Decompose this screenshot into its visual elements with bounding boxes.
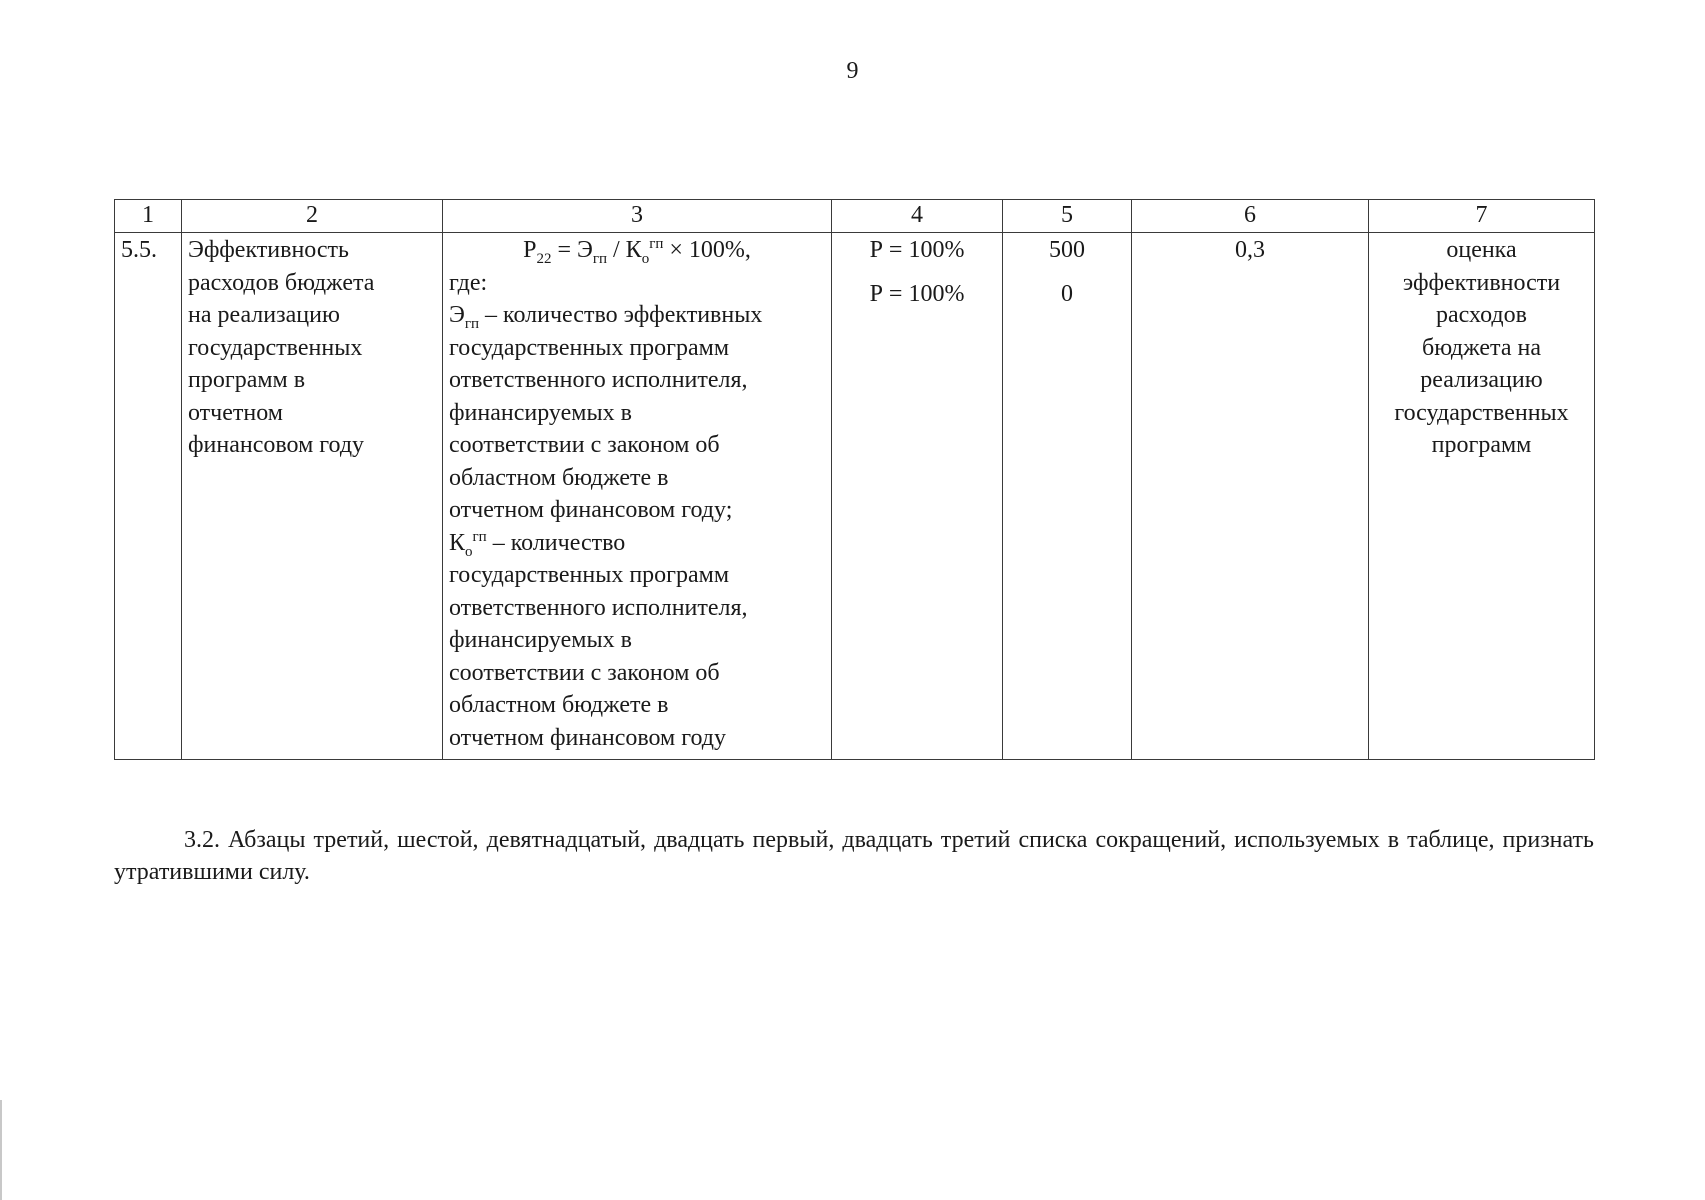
header-cell-7: 7 — [1369, 200, 1595, 233]
header-cell-1: 1 — [115, 200, 182, 233]
indicator-line: Эффективность — [188, 237, 349, 263]
formula-k-superscript: гп — [649, 236, 664, 252]
header-cell-3: 3 — [443, 200, 832, 233]
row-number-cell — [115, 233, 182, 760]
e-description-line: отчетном финансовом году; — [449, 497, 733, 523]
e-description-line: областном бюджете в — [449, 464, 669, 491]
table-row — [115, 233, 1595, 760]
e-description-line: ответственного исполнителя, — [449, 367, 748, 393]
score-cell — [1003, 233, 1132, 760]
header-cell-5: 5 — [1003, 200, 1132, 233]
page-number: 9 — [846, 58, 859, 84]
indicator-line: на реализацию — [188, 302, 340, 328]
e-definition-text: – количество эффективных — [479, 302, 763, 328]
k-symbol: К — [449, 529, 466, 556]
k-description-line: областном бюджете в — [449, 692, 669, 718]
amendment-paragraph: 3.2. Абзацы третий, шестой, девятнадцатый, двадцать первый, двадцать третий списка сокращений, используемых в таблице, признать утратившими силу. — [114, 827, 1594, 885]
formula-p-subscript: 22 — [536, 250, 552, 267]
formula-where: где: — [449, 269, 488, 296]
scan-edge-mark — [0, 1100, 2, 1200]
criterion-line: программ — [1431, 432, 1532, 458]
formula-tail: × 100%, — [663, 237, 751, 263]
criterion-line: расходов — [1436, 302, 1527, 328]
indicator-line: финансовом году — [188, 432, 365, 458]
score-value: 0 — [1061, 280, 1073, 307]
k-description-line: ответственного исполнителя, — [449, 594, 748, 621]
e-description-line: государственных программ — [449, 334, 730, 361]
formula-eq: = Э — [551, 237, 593, 263]
formula-cell — [443, 233, 832, 760]
target-value: Р = 100% — [869, 237, 965, 263]
criterion-line: оценка — [1446, 237, 1517, 263]
k-definition-line — [449, 527, 825, 560]
formula-e-subscript: гп — [592, 250, 608, 267]
target-value: Р = 100% — [869, 280, 965, 307]
e-symbol-subscript: гп — [464, 315, 480, 332]
amendment-table — [114, 199, 1595, 760]
formula-p: Р — [523, 237, 537, 263]
e-definition-line — [449, 299, 825, 332]
formula-k-subscript: о — [641, 250, 650, 267]
formula-slash: / К — [607, 237, 642, 263]
formula-line — [449, 234, 825, 267]
k-description-line: соответствии с законом об — [449, 659, 720, 686]
weight-value: 0,3 — [1235, 237, 1265, 263]
e-description-line: финансируемых в — [449, 399, 632, 426]
e-symbol: Э — [449, 302, 465, 328]
score-value: 500 — [1049, 237, 1085, 263]
criterion-cell — [1369, 233, 1595, 760]
target-value-cell — [832, 233, 1003, 760]
criterion-line: государственных — [1394, 399, 1569, 426]
k-symbol-superscript: гп — [472, 528, 487, 545]
indicator-line: расходов бюджета — [188, 269, 375, 296]
criterion-line: реализацию — [1420, 367, 1543, 393]
k-description-line: государственных программ — [449, 562, 730, 588]
indicator-name-cell — [182, 233, 443, 760]
k-description-line: финансируемых в — [449, 627, 632, 653]
header-cell-6: 6 — [1132, 200, 1369, 233]
k-description-line: отчетном финансовом году — [449, 724, 727, 751]
criterion-line: эффективности — [1402, 269, 1561, 296]
indicator-line: программ в — [188, 367, 306, 393]
k-symbol-subscript: о — [465, 543, 473, 560]
weight-cell — [1132, 233, 1369, 760]
k-definition-text: – количество — [486, 529, 626, 556]
e-description-line: соответствии с законом об — [449, 432, 720, 458]
header-cell-2: 2 — [182, 200, 443, 233]
header-cell-4: 4 — [832, 200, 1003, 233]
indicator-line: государственных — [188, 334, 363, 361]
indicator-line: отчетном — [188, 399, 283, 426]
criterion-line: бюджета на — [1422, 334, 1541, 361]
header-row — [115, 200, 1595, 233]
row-number: 5.5. — [121, 237, 157, 263]
